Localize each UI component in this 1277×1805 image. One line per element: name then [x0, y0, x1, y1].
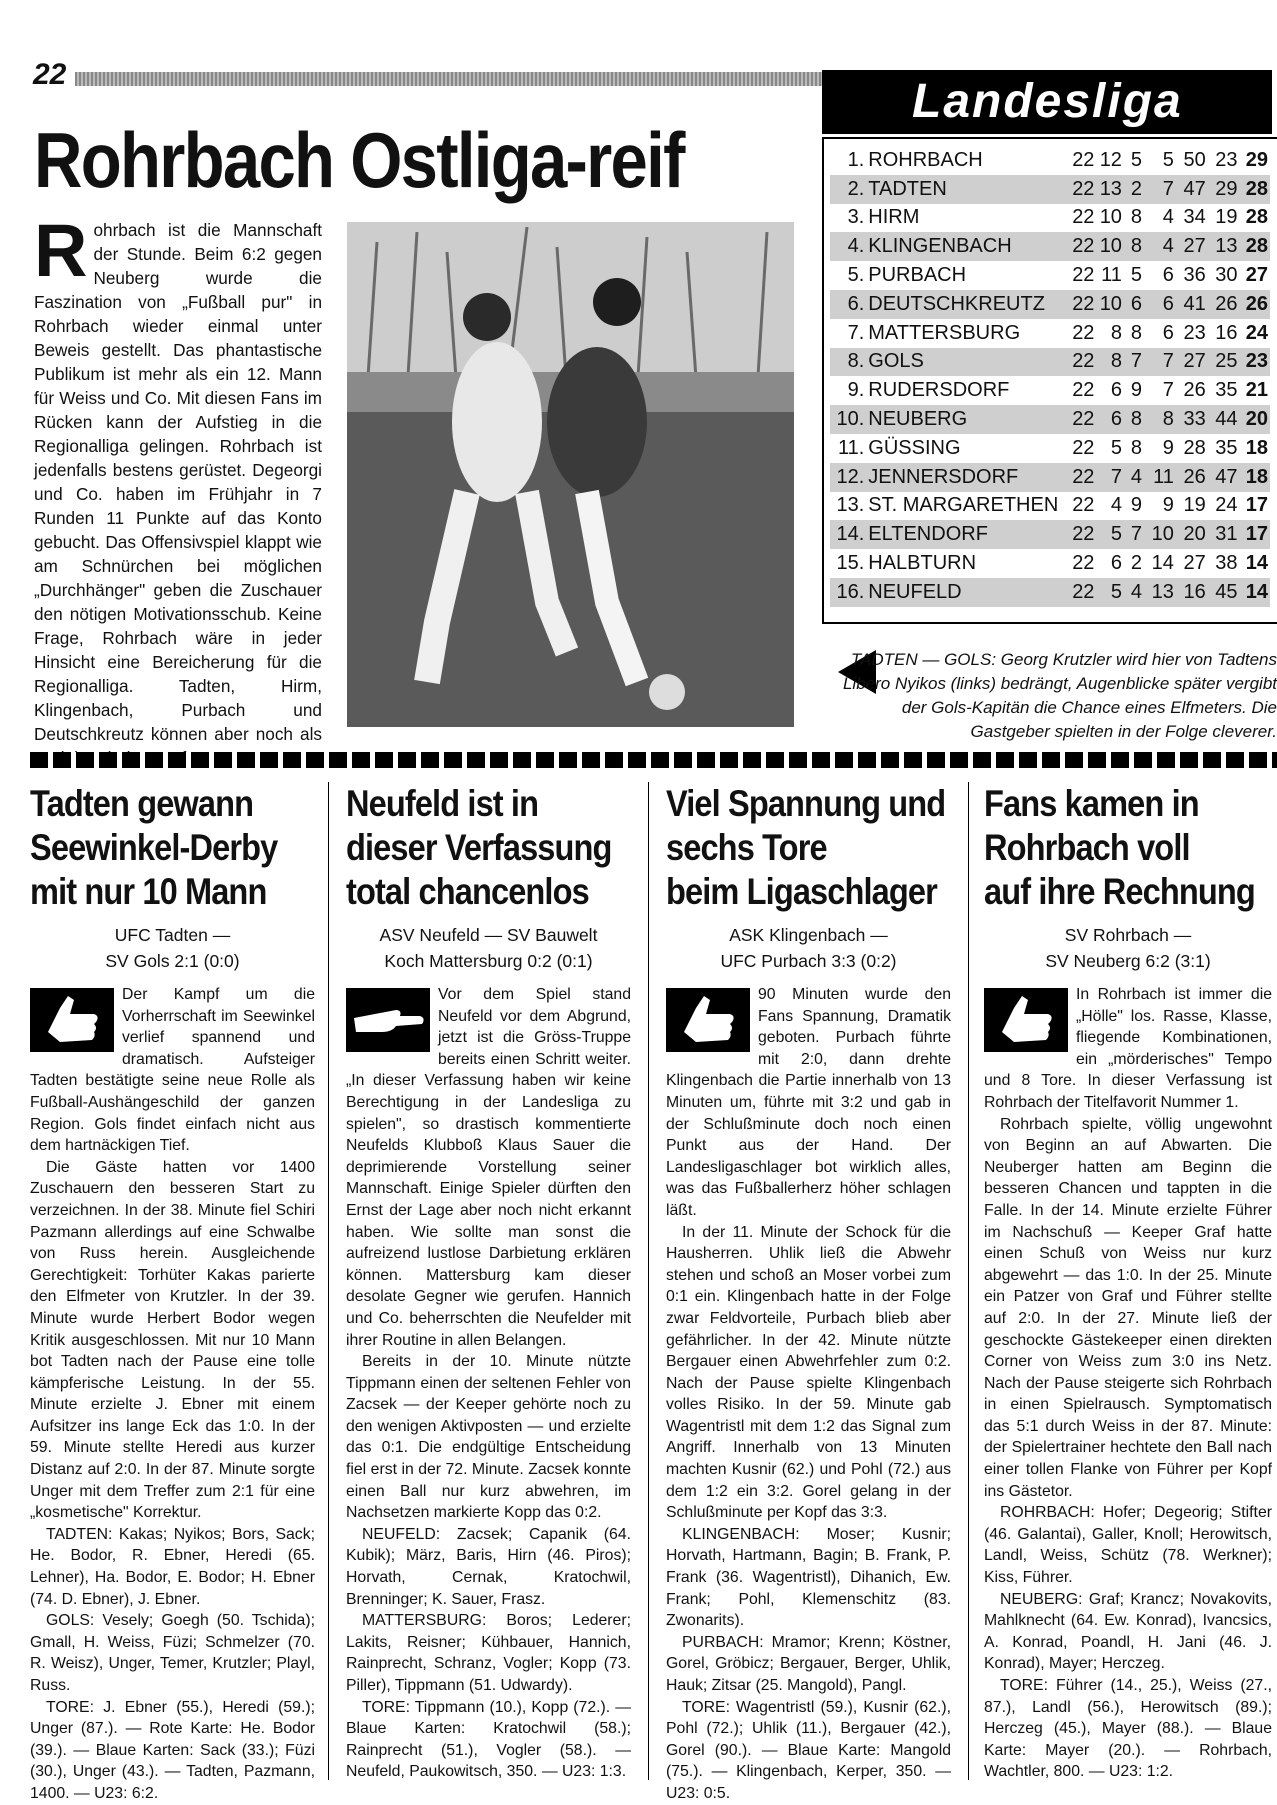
standings-rank: 2. [847, 177, 865, 200]
standings-l: 11 [1153, 465, 1174, 488]
standings-l: 6 [1162, 264, 1174, 287]
standings-gp: 22 [1072, 580, 1095, 603]
column-rule [328, 782, 329, 1780]
standings-w: 8 [1110, 350, 1122, 373]
standings-l: 13 [1151, 580, 1174, 603]
standings-gp: 22 [1072, 379, 1095, 402]
standings-d: 7 [1130, 350, 1143, 373]
standings-l: 4 [1162, 235, 1174, 258]
standings-pts: 14 [1245, 580, 1268, 603]
standings-team: HIRM [868, 206, 920, 229]
standings-ga: 24 [1215, 494, 1238, 517]
standings-gf: 26 [1183, 465, 1206, 488]
standings-pts: 14 [1245, 552, 1268, 575]
standings-d: 5 [1130, 264, 1143, 287]
standings-pts: 21 [1245, 379, 1268, 402]
article-body: 90 Minuten wurde den Fans Spannung, Dramatik geboten. Purbach führte mit 2:0, dann drehte Klingenbach die Partie innerhalb von 13 Minuten um, führte mit 3:2 und gab in der Schlußminute doch noch einen Punkt aus der Hand. Der Landesligaschlager bot wirklich alles, was das Fußballerherz höher schlagen läßt. In der 11. Minute der Schock für die Hausherren. Uhlik ließ die Abwehr stehen und schoß an Moser vorbei zum 0:1 ein. Klingenbach hatte in der Folge zwar Feldvorteile, Purbach blieb aber gefährlicher. In der 42. Minute nützte Bergauer einen Abwehrfehler zum 0:2. Nach der Pause spielte Klingenbach volles Risiko. In der 59. Minute gab Wagentristl mit dem 1:2 das Signal zum Angriff. Innerhalb von 13 Minuten machten Kusnir (62.) und Pohl (72.) aus dem 1:2 ein 3:2. Gorel gelang in der Schlußminute per Kopf das 3:3. KLINGENBACH: Moser; Kusnir; Horvath, Hartmann, Bagin; B. Frank, P. Frank (36. Wagentristl), Dihanich, Ew. Frank; Pohl, Klemenschitz (83. Zwonarits). PURBACH: Mramor; Krenn; Köstner, Gorel, Gröbicz; Bergauer, Berger, Uhlik, Hauk; Zitsar (25. Mangold), Pangl. TORE: Wagentristl (59.), Kusnir (62.), Pohl (72.); Uhlik (11.), Bergauer (42.), Gorel (90.). — Blaue Karte: Mangold (75.). — Klingenbach, Kerper, 350. — U23: 0:5. [666, 986, 951, 1802]
column-rule [968, 782, 969, 1780]
article-body: Der Kampf um die Vorherrschaft im Seewinkel verlief spannend und dramatisch. Aufsteiger Tadten bestätigte seine neue Rolle als Fußball-Aushängeschild der ganzen Region. Gols findet einfach nicht aus dem hartnäckigen Tief. Die Gäste hatten vor 1400 Zuschauern den besseren Start zu verzeichnen. In der 38. Minute fiel Schiri Pazmann allerdings auf eine Schwalbe von Russ herein. Ausgleichende Gerechtigkeit: Torhüter Kakas parierte den Elfmeter von Krutzler. In der 39. Minute wurde Herbert Bodor wegen Kritik ausgeschlossen. Mit nur 10 Mann bot Tadten nach der Pause eine tolle kämpferische Leistung. In der 55. Minute erzielte J. Ebner mit einem Aufsitzer ins lange Eck das 1:0. In der 59. Minute stellte Heredi aus kurzer Distanz auf 2:0. In der 87. Minute sorgte Unger mit dem Treffer zum 2:1 für eine „kosmetische" Korrektur. TADTEN: Kakas; Nyikos; Bors, Sack; He. Bodor, R. Ebner, Heredi (65. Lehner), Ha. Bodor, E. Bodor; H. Ebner (74. D. Ebner), J. Ebner. GOLS: Vesely; Goegh (50. Tschida); Gmall, H. Weiss, Füzi; Schmelzer (70. R. Weisz), Unger, Temer, Krutzler; Playl, Russ. TORE: J. Ebner (55.), Heredi (59.); Unger (87.). — Rote Karte: He. Bodor (39.). — Blaue Karten: Sack (33.); Füzi (30.), Unger (43.). — Tadten, Pazmann, 1400. — U23: 6:2. [30, 986, 315, 1802]
standings-pts: 18 [1245, 465, 1268, 488]
standings-row [830, 146, 1270, 175]
thumbs-up-hand-icon [984, 988, 1068, 1052]
standings-row [830, 434, 1270, 463]
standings-row [830, 520, 1270, 549]
standings-rank: 4. [847, 235, 865, 258]
standings-gp: 22 [1072, 350, 1095, 373]
standings-d: 8 [1130, 321, 1143, 344]
standings-w: 6 [1110, 552, 1122, 575]
standings-rank: 11. [837, 436, 865, 459]
standings-team: JENNERSDORF [868, 465, 1019, 488]
section-divider [30, 752, 1277, 768]
standings-pts: 17 [1245, 494, 1268, 517]
standings-w: 8 [1110, 321, 1122, 344]
standings-gp: 22 [1072, 235, 1095, 258]
standings-team: PURBACH [868, 264, 967, 287]
standings-gf: 47 [1183, 177, 1206, 200]
standings-team: HALBTURN [868, 552, 977, 575]
drop-cap: R [34, 209, 88, 292]
standings-rank: 12. [836, 465, 865, 488]
standings-rank: 13. [836, 494, 865, 517]
standings-d: 8 [1130, 408, 1143, 431]
standings-table [830, 146, 1270, 607]
standings-ga: 47 [1215, 465, 1238, 488]
standings-gf: 26 [1183, 379, 1206, 402]
article-2 [346, 782, 631, 1783]
match-result: ASK Klingenbach — UFC Purbach 3:3 (0:2) [720, 925, 897, 971]
standings-pts: 29 [1245, 148, 1268, 171]
match-photo-illustration [347, 222, 794, 727]
standings-gp: 22 [1072, 436, 1095, 459]
article-headline: Fans kamen in Rohrbach voll auf ihre Rechnung [984, 783, 1255, 912]
standings-d: 9 [1130, 494, 1143, 517]
standings-d: 2 [1130, 177, 1143, 200]
standings-ga: 35 [1215, 436, 1238, 459]
standings-ga: 29 [1215, 177, 1238, 200]
standings-d: 2 [1130, 552, 1143, 575]
standings-gf: 34 [1183, 206, 1206, 229]
standings-gp: 22 [1072, 408, 1095, 431]
article-body: Vor dem Spiel stand Neufeld vor dem Abgrund, jetzt ist die Gröss-Truppe bereits einen Schritt weiter. „In dieser Verfassung haben wir keine Berechtigung in der Landesliga zu spielen", so drastisch kommentierte Neufelds Klubboß Klaus Sauer die deprimierende Vorstellung seiner Mannschaft. Einige Spieler dürften den Ernst der Lage aber noch nicht erkannt haben. Wie sollte man sonst die aufreizend lustlose Darbietung erklären können. Mattersburg kam dieser desolate Gegner wie gerufen. Hannich und Co. beherrschten die Neufelder mit ihrer Routine in allen Belangen. Bereits in der 10. Minute nützte Tippmann einen der seltenen Fehler von Zacsek — der Keeper gehörte noch zu den wenigen Aktivposten — und erzielte das 0:1. Die endgültige Entscheidung fiel erst in der 72. Minute. Zacsek konnte einen Ball nur kurz abwehren, im Nachsetzen markierte Kopp das 0:2. NEUFELD: Zacsek; Capanik (64. Kubik); März, Baris, Hirn (46. Piros); Horvath, Cernak, Kratochwil, Brenninger; K. Sauer, Frasz. MATTERSBURG: Boros; Lederer; Lakits, Reisner; Kühbauer, Hannich, Rainprecht, Schranz, Vogler; Kopp (73. Piller), Tippmann (51. Udwardy). TORE: Tippmann (10.), Kopp (72.). — Blaue Karten: Kratochwil (58.); Rainprecht (51.), Vogler (58.). — Neufeld, Paukowitsch, 350. — U23: 1:3. [346, 986, 631, 1781]
standings-rank: 10. [836, 408, 865, 431]
standings-team: KLINGENBACH [868, 235, 1012, 258]
standings-row [830, 492, 1270, 521]
standings-team: GOLS [868, 350, 924, 373]
standings-l: 7 [1162, 379, 1174, 402]
standings-ga: 31 [1215, 523, 1238, 546]
standings-pts: 28 [1245, 206, 1268, 229]
standings-w: 6 [1110, 408, 1122, 431]
standings-gf: 28 [1183, 436, 1206, 459]
standings-team: NEUBERG [868, 408, 968, 431]
standings-d: 7 [1130, 523, 1143, 546]
article-headline: Neufeld ist in dieser Verfassung total chancenlos [346, 783, 612, 912]
standings-gf: 27 [1183, 235, 1206, 258]
standings-w: 12 [1099, 148, 1122, 171]
match-result: SV Rohrbach — SV Neuberg 6:2 (3:1) [1045, 925, 1211, 971]
standings-gf: 50 [1183, 148, 1206, 171]
standings-rank: 15. [836, 552, 865, 575]
standings-gp: 22 [1072, 206, 1095, 229]
standings-pts: 26 [1245, 292, 1268, 315]
standings-pts: 28 [1245, 177, 1268, 200]
standings-ga: 26 [1215, 292, 1238, 315]
standings-l: 4 [1162, 206, 1174, 229]
standings-l: 6 [1162, 321, 1174, 344]
standings-d: 6 [1130, 292, 1143, 315]
standings-gf: 19 [1183, 494, 1206, 517]
standings-ga: 30 [1215, 264, 1238, 287]
standings-l: 9 [1162, 436, 1174, 459]
lead-text: ohrbach ist die Mannschaft der Stunde. Beim 6:2 gegen Neuberg wurde die Faszination von „Fußball pur" in Rohrbach wieder einmal unter Beweis gestellt. Das phantastische Publikum ist mehr als ein 12. Mann für Weiss und Co. Mit diesen Fans im Rücken kann der Aufstieg in die Regionalliga gelingen. Rohrbach ist jedenfalls bestens gerüstet. Degeorgi und Co. haben im Frühjahr in 7 Runden 11 Punkte auf das Konto gebucht. Das Offensivspiel klappt wie am Schnürchen bei möglichen „Durchhänger" geben die Zuschauer den nötigen Motivationsschub. Keine Frage, Rohrbach wäre in jeder Hinsicht eine Bereicherung für die Regionalliga. Tadten, Hirm, Klingenbach, Purbach und Deutschkreutz können aber noch als [34, 220, 322, 744]
standings-gp: 22 [1072, 148, 1095, 171]
standings-gp: 22 [1072, 523, 1095, 546]
standings-w: 13 [1099, 177, 1122, 200]
standings-rank: 9. [847, 379, 865, 402]
standings-row [830, 376, 1270, 405]
standings-gf: 33 [1183, 408, 1206, 431]
standings-gf: 41 [1183, 292, 1206, 315]
standings-gf: 16 [1183, 580, 1206, 603]
standings-rank: 16. [836, 580, 865, 603]
standings-w: 5 [1110, 523, 1122, 546]
standings-team: DEUTSCHKREUTZ [868, 292, 1045, 315]
standings-team: ST. MARGARETHEN [868, 494, 1059, 517]
standings-l: 10 [1151, 523, 1174, 546]
standings-gp: 22 [1072, 321, 1095, 344]
standings-w: 5 [1110, 580, 1122, 603]
column-rule [648, 782, 649, 1780]
standings-w: 5 [1110, 436, 1122, 459]
standings-row [830, 405, 1270, 434]
standings-row [830, 463, 1270, 492]
standings-pts: 20 [1245, 408, 1268, 431]
standings-pts: 28 [1245, 235, 1268, 258]
standings-ga: 16 [1215, 321, 1238, 344]
standings-team: NEUFELD [868, 580, 962, 603]
standings-pts: 17 [1245, 523, 1268, 546]
standings-d: 9 [1130, 379, 1143, 402]
article-1 [30, 782, 315, 1805]
standings-row [830, 348, 1270, 377]
match-result: UFC Tadten — SV Gols 2:1 (0:0) [105, 925, 240, 971]
standings-row [830, 204, 1270, 233]
league-banner-title: Landesliga [912, 75, 1183, 128]
standings-l: 5 [1162, 148, 1174, 171]
standings-row [830, 549, 1270, 578]
standings-pts: 23 [1245, 350, 1268, 373]
standings-team: GÜSSING [868, 436, 961, 459]
standings-pts: 24 [1245, 321, 1268, 344]
standings-w: 7 [1110, 465, 1122, 488]
standings-pts: 18 [1245, 436, 1268, 459]
standings-ga: 25 [1215, 350, 1238, 373]
thumbs-up-hand-icon [666, 988, 750, 1052]
standings-rank: 7. [847, 321, 865, 344]
standings-row [830, 175, 1270, 204]
standings-pts: 27 [1245, 264, 1268, 287]
standings-gf: 27 [1183, 552, 1206, 575]
standings-gp: 22 [1072, 494, 1095, 517]
standings-gp: 22 [1072, 177, 1095, 200]
standings-ga: 44 [1215, 408, 1238, 431]
standings-gp: 22 [1072, 465, 1095, 488]
standings-rank: 8. [847, 350, 865, 373]
league-banner [822, 70, 1272, 134]
standings-ga: 38 [1215, 552, 1238, 575]
flat-hand-icon [346, 988, 430, 1052]
standings-gf: 27 [1183, 350, 1206, 373]
standings-l: 7 [1162, 350, 1174, 373]
lead-article [34, 209, 322, 770]
standings-w: 10 [1099, 235, 1122, 258]
standings-d: 8 [1130, 436, 1143, 459]
standings-team: ELTENDORF [868, 523, 988, 546]
standings-w: 6 [1110, 379, 1122, 402]
article-headline: Viel Spannung und sechs Tore beim Ligaschlager [666, 783, 946, 912]
standings-gf: 20 [1183, 523, 1206, 546]
article-3 [666, 782, 951, 1805]
standings-rank: 5. [847, 264, 865, 287]
standings-d: 4 [1130, 580, 1143, 603]
photo-caption: TADTEN — GOLS: Georg Krutzler wird hier von Tadtens Libero Nyikos (links) bedrängt, Augenblicke später vergibt der Gols-Kapitän die Chance eines Elfmeters. Die Gastgeber spielten in der Folge cleverer. [842, 650, 1277, 741]
article-headline: Tadten gewann Seewinkel-Derby mit nur 10 Mann [30, 783, 278, 912]
standings-w: 10 [1099, 292, 1122, 315]
standings-rank: 6. [847, 292, 865, 315]
standings-team: TADTEN [868, 177, 947, 200]
standings-ga: 45 [1215, 580, 1238, 603]
standings-row [830, 290, 1270, 319]
standings-rank: 14. [836, 523, 865, 546]
standings-w: 4 [1110, 494, 1122, 517]
standings-d: 4 [1130, 465, 1143, 488]
standings-gf: 23 [1183, 321, 1206, 344]
match-result: ASV Neufeld — SV Bauwelt Koch Mattersburg 0:2 (0:1) [379, 925, 598, 971]
standings-team: MATTERSBURG [868, 321, 1021, 344]
standings-l: 6 [1162, 292, 1174, 315]
standings-gf: 36 [1183, 264, 1206, 287]
standings-row [830, 232, 1270, 261]
standings-ga: 13 [1215, 235, 1238, 258]
standings-team: RUDERSDORF [868, 379, 1010, 402]
thumbs-up-hand-icon [30, 988, 114, 1052]
standings-ga: 19 [1215, 206, 1238, 229]
standings-ga: 23 [1215, 148, 1238, 171]
standings-gp: 22 [1072, 292, 1095, 315]
standings-gp: 22 [1072, 264, 1095, 287]
article-body: In Rohrbach ist immer die „Hölle" los. Rasse, Klasse, fliegende Kombinationen, ein „mörderisches" Tempo und 8 Tore. In dieser Verfassung ist Rohrbach der Titelfavorit Nummer 1. Rohrbach spielte, völlig ungewohnt von Beginn an auf Abwarten. Die Neuberger hatten am Beginn die besseren Chancen und tappten in die Falle. In der 14. Minute erzielte Führer im Nachschuß — Keeper Graf hatte einen Schuß von Weiss nur kurz abgewehrt — das 1:0. In der 25. Minute ein Patzer von Graf und Führer stellte auf 2:0. In der 27. Minute ließ der geschockte Gästekeeper einen direkten Corner von Weiss zum 3:0 ins Netz. Nach der Pause steigerte sich Rohrbach in einen Spielrausch. Symptomatisch das 5:1 durch Weiss in der 87. Minute: der Spielertrainer hechtete den Ball nach einer tollen Flanke von Führer per Kopf ins Gästetor. ROHRBACH: Hofer; Degeorig; Stifter (46. Galantai), Galler, Knoll; Herowitsch, Landl, Weiss, Schütz (78. Werkner); Kiss, Führer. NEUBERG: Graf; Krancz; Novakovits, Mahlknecht (64. Ew. Konrad), Ivancsics, A. Konrad, Poandl, H. Jani (46. J. Konrad), Mayer; Herczeg. TORE: Führer (14., 25.), Weiss (27., 87.), Landl (56.), Herowitsch (89.); Herczeg (45.), Mayer (88.). — Blaue Karte: Mayer (20.). — Rohrbach, Wachtler, 800. — U23: 1:2. [984, 986, 1272, 1781]
standings-row [830, 261, 1270, 290]
main-headline: Rohrbach Ostliga-reif [34, 116, 684, 204]
standings-w: 11 [1101, 264, 1122, 287]
standings-d: 8 [1130, 206, 1143, 229]
standings-l: 7 [1162, 177, 1174, 200]
standings-w: 10 [1099, 206, 1122, 229]
standings-team: ROHRBACH [868, 148, 983, 171]
header-rule [75, 72, 825, 86]
match-photo [347, 222, 794, 727]
standings-row [830, 319, 1270, 348]
article-4 [984, 782, 1272, 1783]
standings-row [830, 578, 1270, 607]
page-number: 22 [33, 58, 67, 91]
standings-gp: 22 [1072, 552, 1095, 575]
standings-rank: 3. [847, 206, 865, 229]
standings-d: 8 [1130, 235, 1143, 258]
standings-l: 8 [1162, 408, 1174, 431]
standings-ga: 35 [1215, 379, 1238, 402]
standings-rank: 1. [847, 148, 865, 171]
standings-l: 9 [1162, 494, 1174, 517]
standings-l: 14 [1151, 552, 1174, 575]
standings-d: 5 [1130, 148, 1143, 171]
